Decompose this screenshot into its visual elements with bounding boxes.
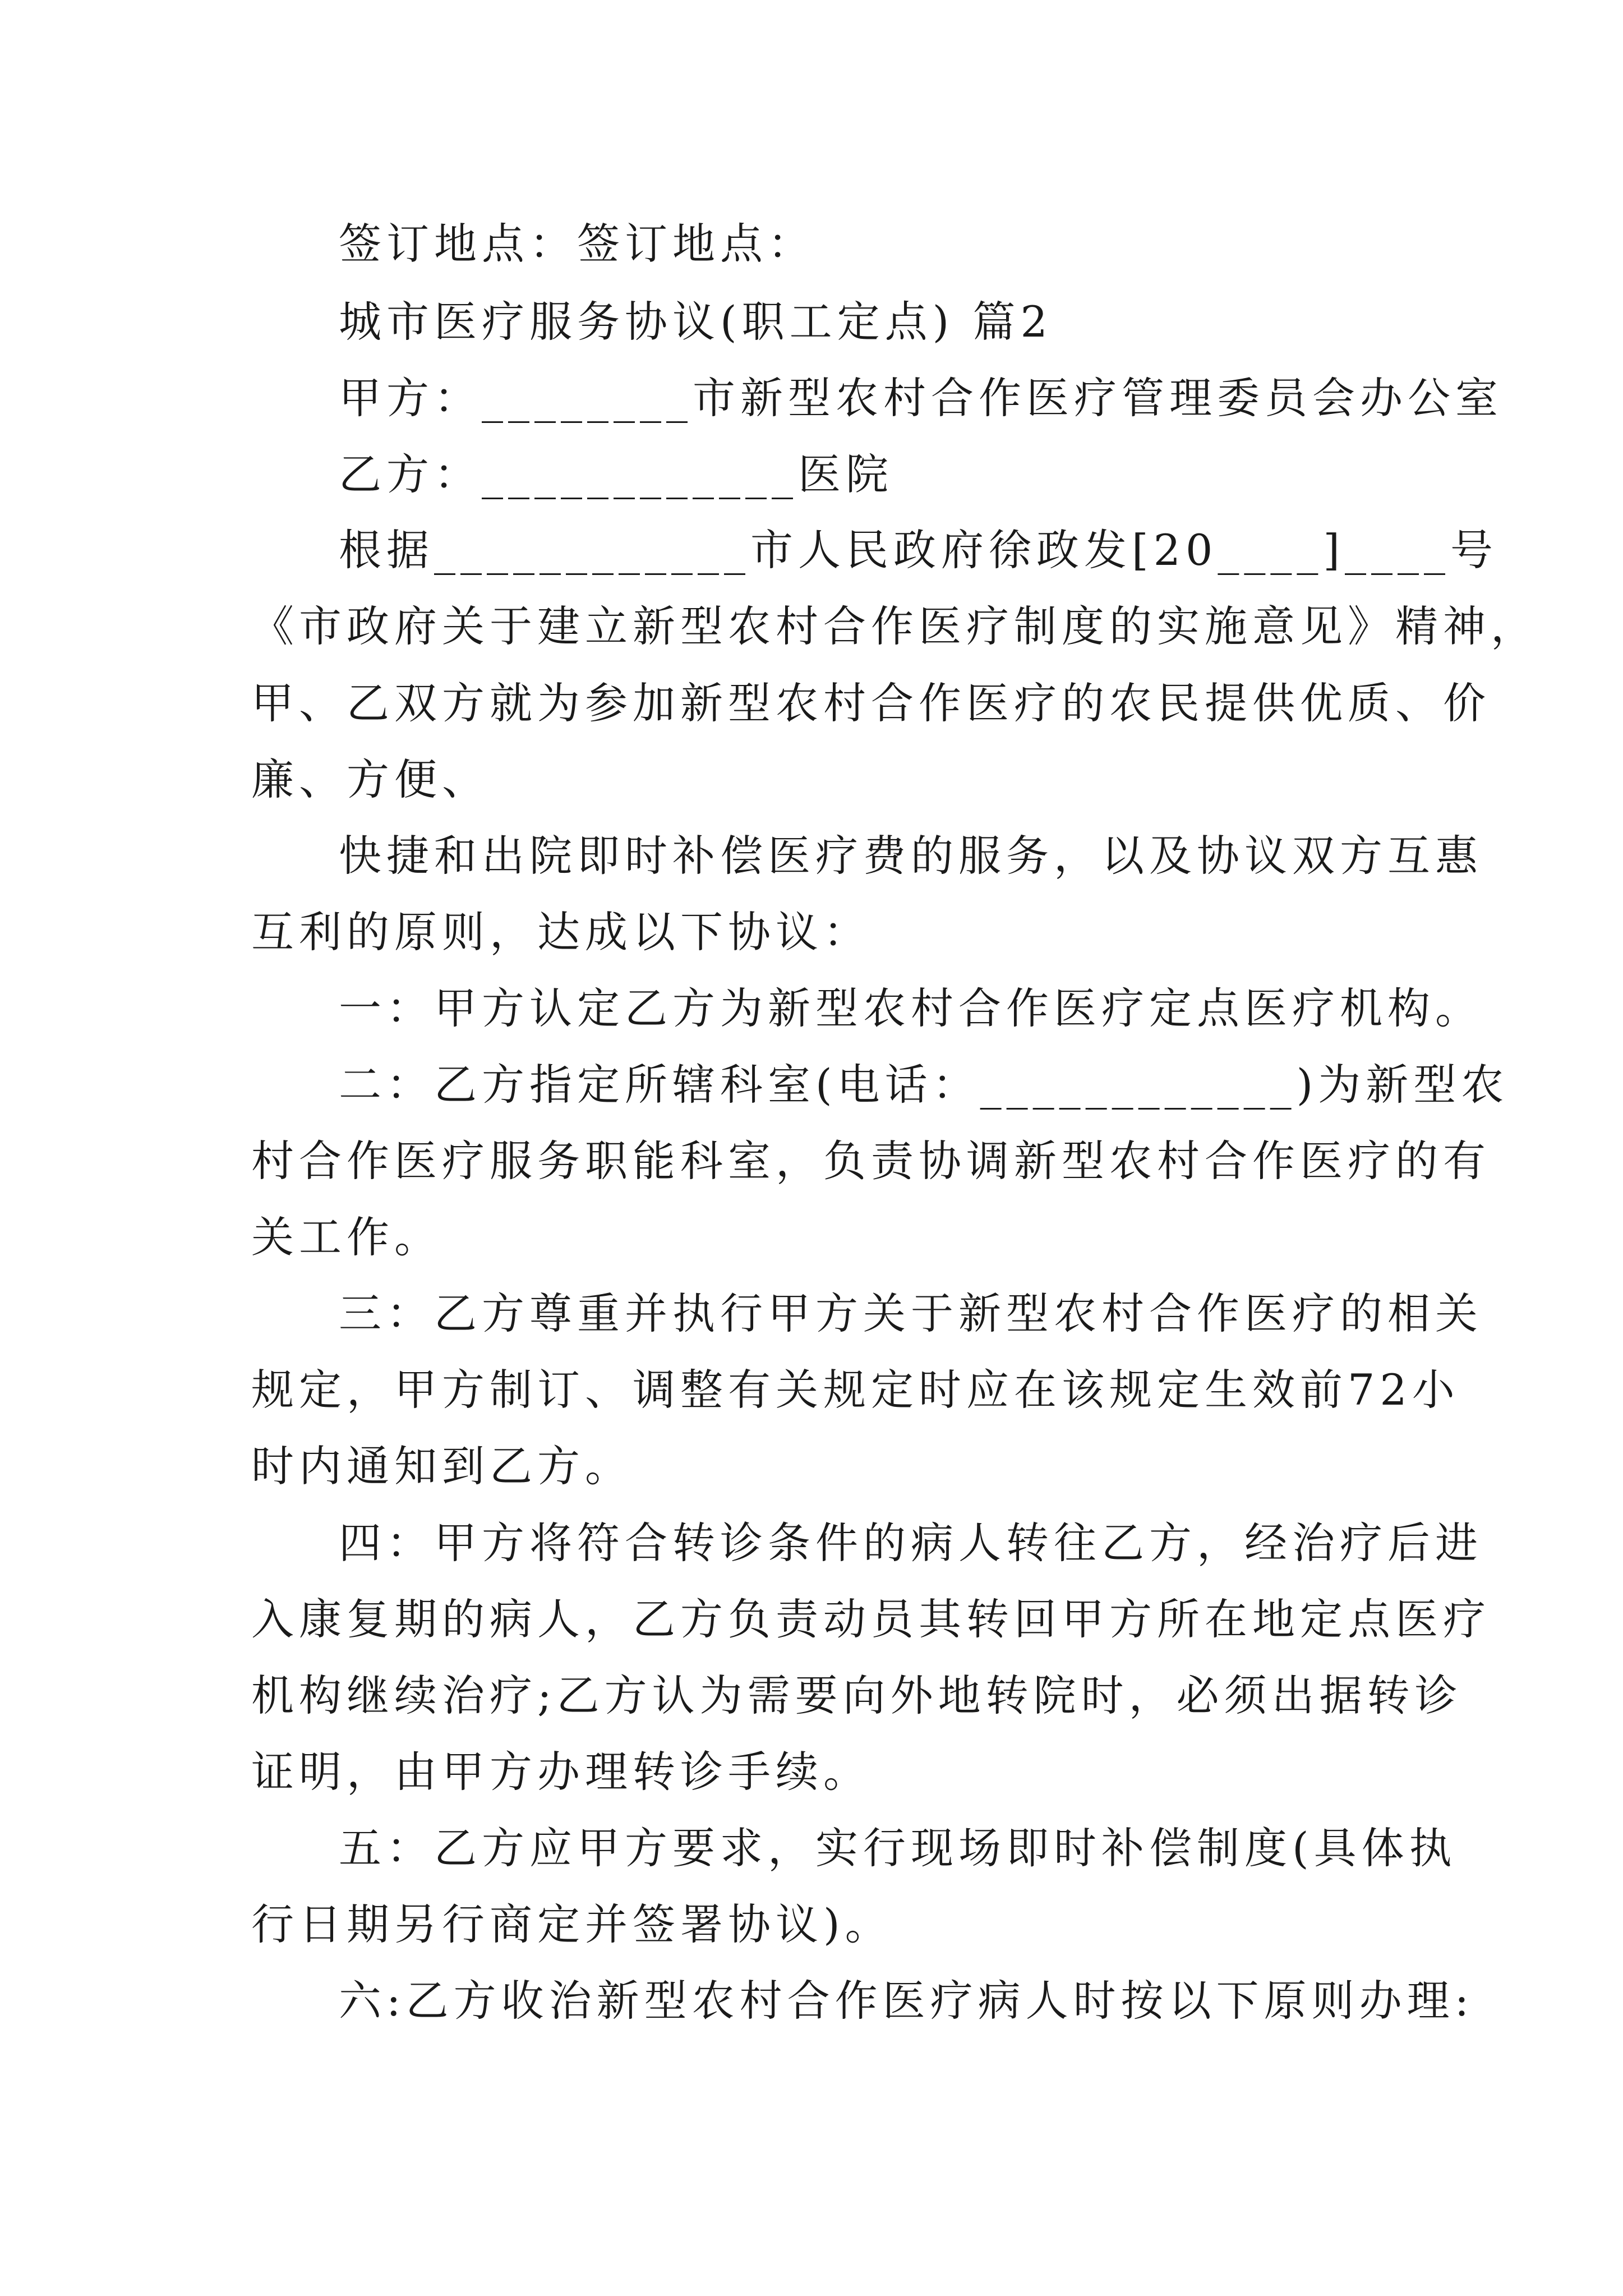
clause-5: 五：乙方应甲方要求，实行现场即时补偿制度(具体执 (339, 1823, 1457, 1873)
body-line: 关工作。 (251, 1212, 442, 1262)
body-line: 互利的原则，达成以下协议： (251, 907, 871, 957)
body-line: 时内通知到乙方。 (251, 1441, 633, 1491)
body-line: 根据____________市人民政府徐政发[20____]____号 (339, 525, 1498, 575)
body-line: 廉、方便、 (251, 754, 490, 804)
party-b-line: 乙方：____________医院 (339, 449, 893, 499)
clause-2: 二：乙方指定所辖科室(电话：____________)为新型农 (339, 1060, 1509, 1110)
clause-6: 六:乙方收治新型农村合作医疗病人时按以下原则办理: (339, 1976, 1474, 2026)
clause-3: 三：乙方尊重并执行甲方关于新型农村合作医疗的相关 (339, 1289, 1483, 1338)
clause-1: 一：甲方认定乙方为新型农村合作医疗定点医疗机构。 (339, 983, 1483, 1033)
body-line: 快捷和出院即时补偿医疗费的服务，以及协议双方互惠 (339, 831, 1483, 881)
body-line: 机构继续治疗;乙方认为需要向外地转院时，必须出据转诊 (251, 1671, 1463, 1720)
party-a-line: 甲方：________市新型农村合作医疗管理委员会办公室 (339, 373, 1503, 423)
body-line: 证明，由甲方办理转诊手续。 (251, 1747, 871, 1797)
body-line: 甲、乙双方就为参加新型农村合作医疗的农民提供优质、价 (251, 678, 1491, 728)
clause-4: 四：甲方将符合转诊条件的病人转往乙方，经治疗后进 (339, 1518, 1483, 1568)
signing-place-line: 签订地点：签订地点： (339, 219, 815, 269)
body-line: 行日期另行商定并签署协议)。 (251, 1899, 893, 1949)
body-line: 入康复期的病人，乙方负责动员其转回甲方所在地定点医疗 (251, 1594, 1491, 1644)
section-heading: 城市医疗服务协议(职工定点) 篇2 (339, 297, 1053, 347)
body-line: 《市政府关于建立新型农村合作医疗制度的实施意见》精神， (251, 601, 1538, 651)
body-line: 规定，甲方制订、调整有关规定时应在该规定生效前72小 (251, 1365, 1460, 1415)
body-line: 村合作医疗服务职能科室，负责协调新型农村合作医疗的有 (251, 1136, 1491, 1186)
